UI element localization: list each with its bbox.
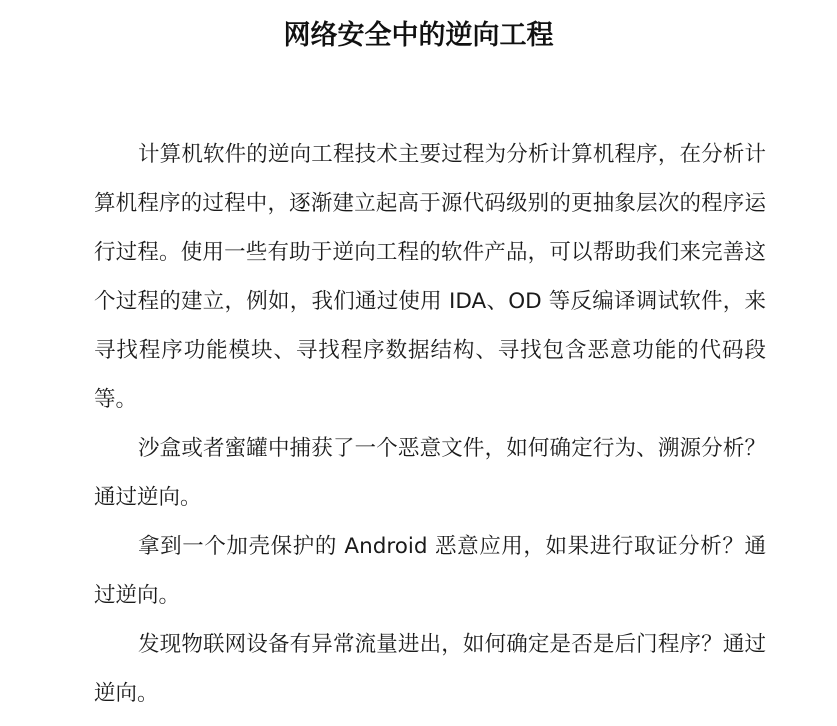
paragraph-iot-question: 发现物联网设备有异常流量进出，如何确定是否是后门程序？通过逆向。 [94, 632, 766, 706]
document-title: 网络安全中的逆向工程 [283, 20, 554, 51]
paragraph-sandbox-question: 沙盒或者蜜罐中捕获了一个恶意文件，如何确定行为、溯源分析？通过逆向。 [94, 436, 766, 510]
document-body [94, 130, 766, 718]
paragraph-reverse-engineering-intro: 计算机软件的逆向工程技术主要过程为分析计算机程序，在分析计算机程序的过程中，逐渐建立起高于源代码级别的更抽象层次的程序运行过程。使用一些有助于逆向工程的软件产品，可以帮助我们来完善这个过程的建立，例如，我们通过使用 IDA、OD 等反编译调试软件，来寻找程序功能模块、寻找程序数据结构、寻找包含恶意功能的代码段等。 [94, 142, 766, 412]
paragraph-android-question: 拿到一个加壳保护的 Android 恶意应用，如果进行取证分析？通过逆向。 [94, 534, 766, 608]
